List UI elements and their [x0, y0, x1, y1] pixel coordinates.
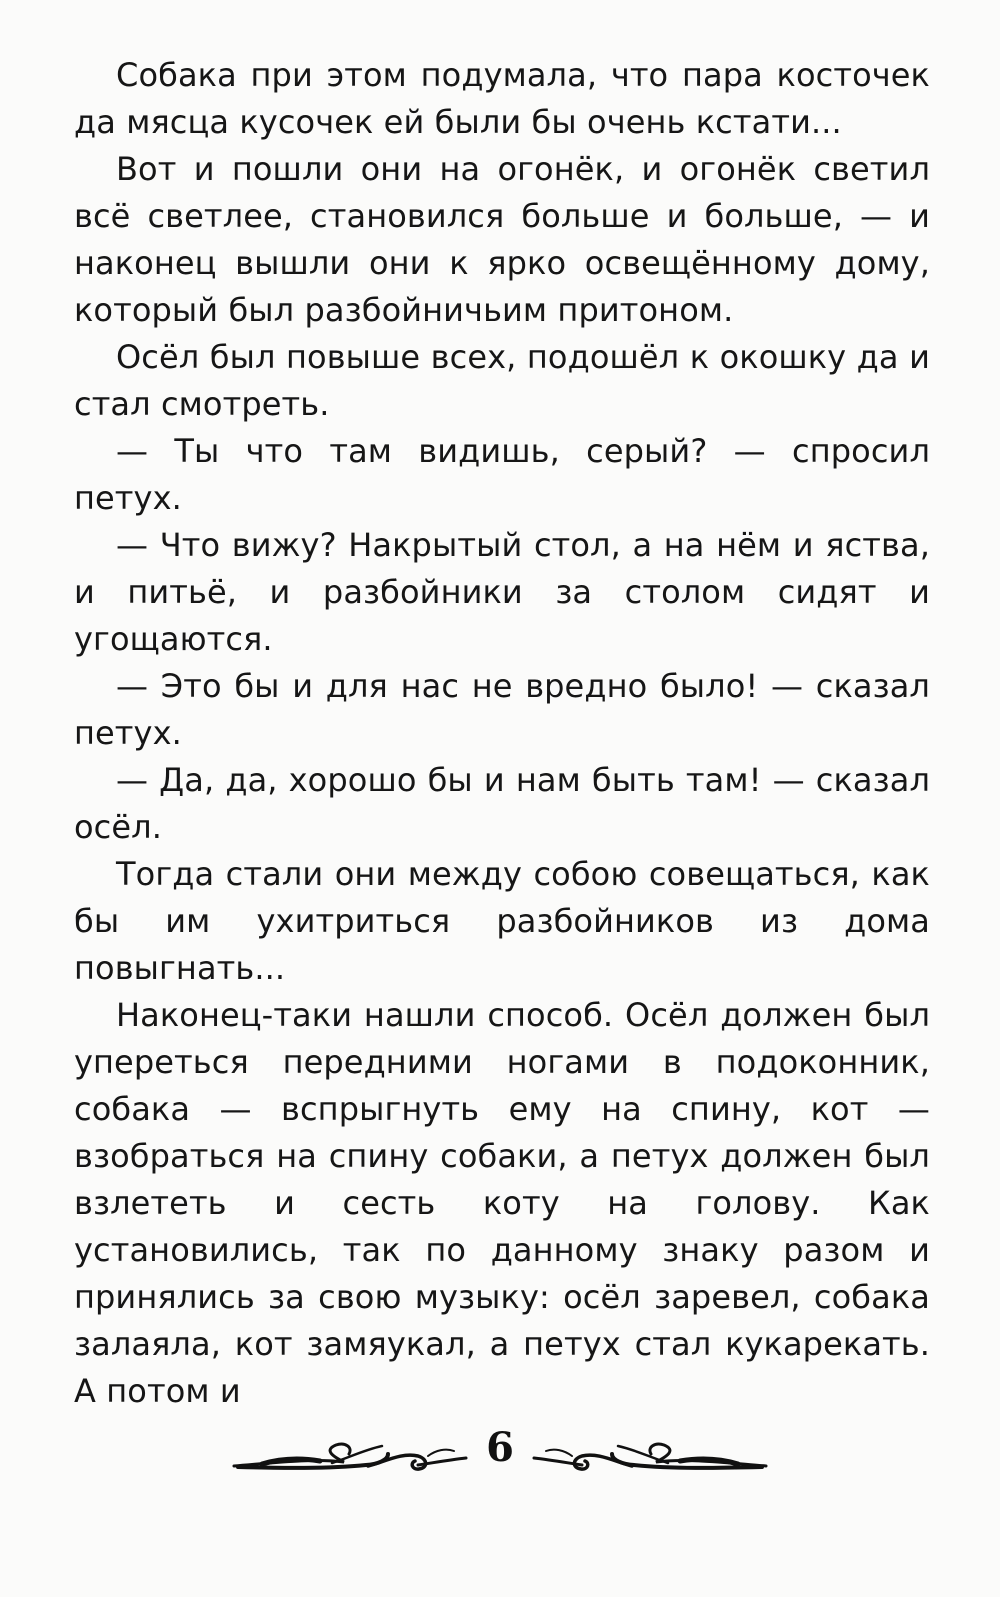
paragraph: Осёл был повыше всех, подошёл к окошку да и стал смотреть. — [74, 338, 930, 423]
paragraph: Собака при этом подумала, что пара косточек да мясца кусочек ей были бы очень кстати... — [74, 56, 930, 141]
paragraph: — Да, да, хорошо бы и нам быть там! — сказал осёл. — [74, 761, 930, 846]
flourish-left-icon — [232, 1436, 468, 1476]
paragraph: Тогда стали они между собою совещаться, как бы им ухитриться разбойников из дома повыгнать... — [74, 855, 930, 987]
page-footer — [0, 1422, 1000, 1492]
paragraph: Наконец-таки нашли способ. Осёл должен был упереться передними ногами в подоконник, собака — вспрыгнуть ему на спину, кот — взобраться на спину собаки, а петух должен был взлететь и сесть коту на голову. Как установились, так по данному знаку разом и принялись за свою музыку: осёл заревел, собака залаяла, кот замяукал, а петух стал кукарекать. А потом и — [74, 996, 930, 1410]
paragraph: — Ты что там видишь, серый? — спросил петух. — [74, 432, 930, 517]
paragraph: Вот и пошли они на огонёк, и огонёк светил всё светлее, становился больше и больше, — и наконец вышли они к ярко освещённому дому, который был разбойничьим притоном. — [74, 150, 930, 329]
page-number: 6 — [486, 1424, 514, 1471]
flourish-right-icon — [532, 1436, 768, 1476]
page-text — [74, 52, 930, 1415]
paragraph: — Это бы и для нас не вредно было! — сказал петух. — [74, 667, 930, 752]
paragraph: — Что вижу? Накрытый стол, а на нём и яства, и питьё, и разбойники за столом сидят и угощаются. — [74, 526, 930, 658]
